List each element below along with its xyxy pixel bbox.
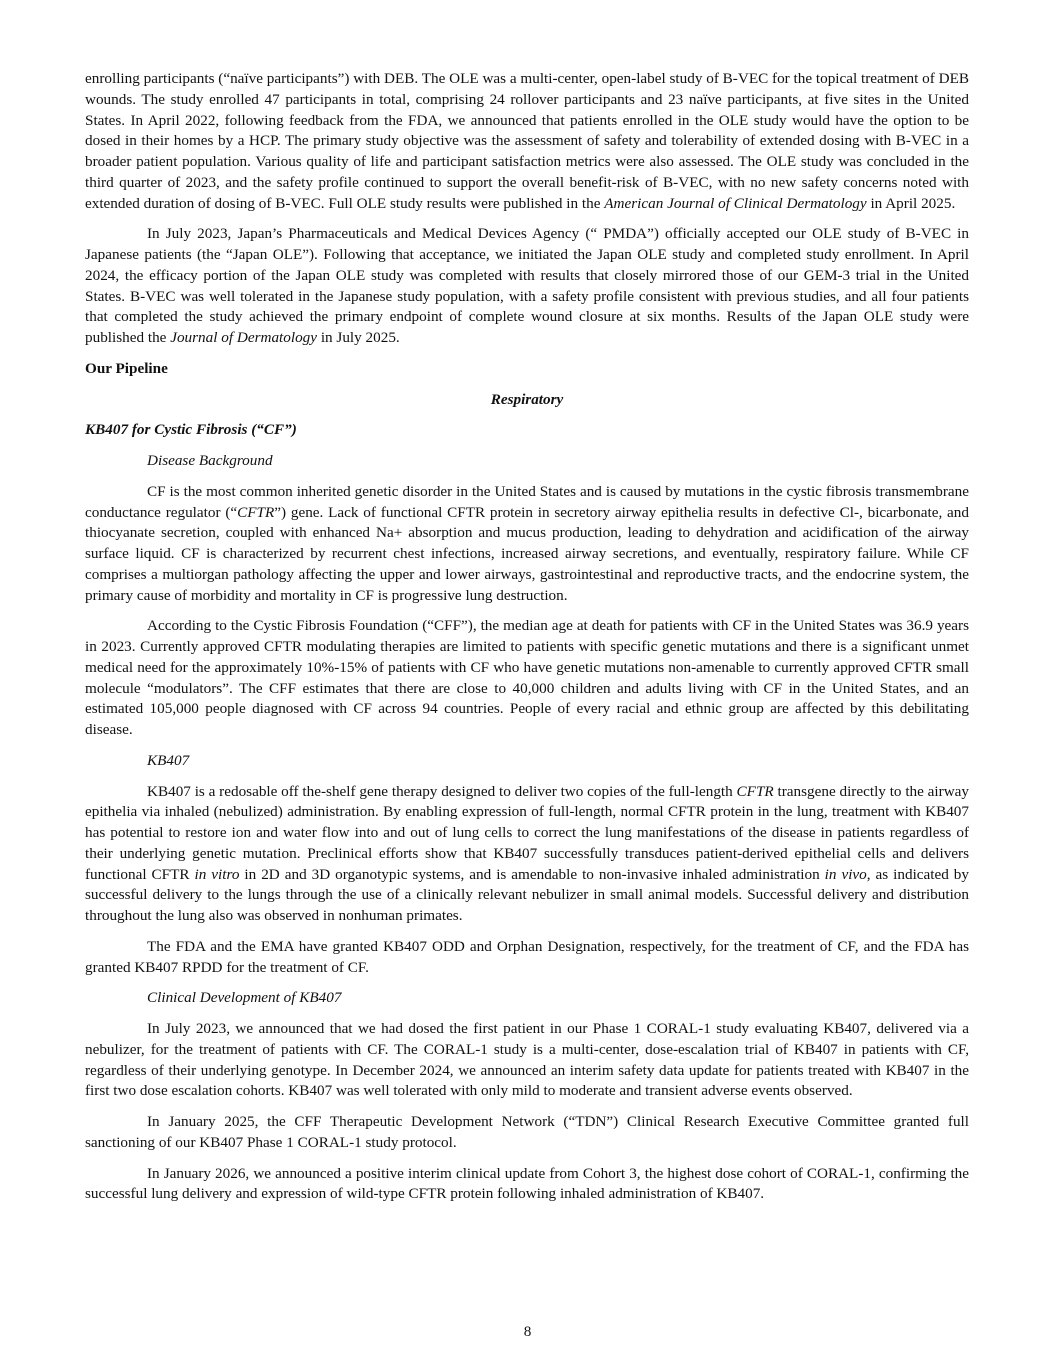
document-page	[85, 69, 969, 1215]
section-heading-respiratory: Respiratory	[490, 390, 564, 408]
paragraph-ole-study: enrolling participants (“naïve participants”) with DEB. The OLE was a multi-center, open-label study of B-VEC for the topical treatment of DEB wounds. The study enrolled 47 participants in total, comprising 24 rollover participants and 23 naïve participants, at five sites in the United States. In April 2022, following feedback from the FDA, we announced that patients enrolled in the OLE study would have the option to be dosed in their homes by a HCP. The primary study objective was the assessment of safety and tolerability of extended dosing with B-VEC in a broader patient population. Various quality of life and participant satisfaction metrics were also assessed. The OLE study was concluded in the third quarter of 2023, and the safety profile continued to support the overall benefit-risk of B-VEC, with no new safety concerns noted with extended duration of dosing of B-VEC. Full OLE study results were published in the American Journal of Clinical Dermatology in April 2025.	[85, 70, 969, 212]
paragraph-cohort-3: In January 2026, we announced a positive interim clinical update from Cohort 3, the highest dose cohort of CORAL-1, confirming the successful lung delivery and expression of wild-type CFTR protein following inhaled administration of KB407.	[85, 1164, 969, 1203]
paragraph-kb407-description: KB407 is a redosable off the-shelf gene therapy designed to deliver two copies of the full-length CFTR transgene directly to the airway epithelia via inhaled (nebulized) administration. By enabling expression of full-length, normal CFTR protein in the lung, treatment with KB407 has potential to restore ion and water flow into and out of lung cells to correct the lung manifestations of the disease in patients regardless of their underlying genetic mutation. Preclinical efforts show that KB407 successfully transduces patient-derived epithelial cells and delivers functional CFTR in vitro in 2D and 3D organotypic systems, and is amendable to non-invasive inhaled administration in vivo, as indicated by successful delivery to the lungs through the use of a clinically relevant nebulizer in small animal models. Successful delivery and distribution throughout the lung also was observed in nonhuman primates.	[85, 782, 970, 924]
paragraph-coral-1: In July 2023, we announced that we had dosed the first patient in our Phase 1 CORAL-1 study evaluating KB407, delivered via a nebulizer, for the treatment of patients with CF. The CORAL-1 study is a multi-center, dose-escalation trial of KB407 in patients with CF, regardless of their underlying genotype. In December 2024, we announced an interim safety data update for patients treated with KB407 in the first two dose escalation cohorts. KB407 was well tolerated with only mild to moderate and transient adverse events observed.	[85, 1020, 969, 1100]
paragraph-japan-ole: In July 2023, Japan’s Pharmaceuticals and Medical Devices Agency (“ PMDA”) officially accepted our OLE study of B-VEC in Japanese patients (the “Japan OLE”). Following that acceptance, we initiated the Japan OLE study and completed study enrollment. In April 2024, the efficacy portion of the Japan OLE study was completed with results that closely mirrored those of our GEM-3 trial in the United States. B-VEC was well tolerated in the Japanese study population, with a safety profile consistent with previous studies, and all four patients that completed the study achieved the primary endpoint of complete wound closure at six months. Results of the Japan OLE study were published the Journal of Dermatology in July 2025.	[85, 225, 969, 346]
subsection-heading-kb407-cf: KB407 for Cystic Fibrosis (“CF”)	[85, 421, 297, 439]
page-number: 8	[523, 1323, 532, 1340]
subheading-disease-background: Disease Background	[147, 452, 273, 469]
paragraph-cff-statistics: According to the Cystic Fibrosis Foundation (“CFF”), the median age at death for patients with CF in the United States was 36.9 years in 2023. Currently approved CFTR modulating therapies are limited to patients with specific genetic mutations and there is a significant unmet medical need for the approximately 10%-15% of patients with CF who have genetic mutations non-amenable to currently approved CFTR small molecule “modulators”. The CFF estimates that there are close to 40,000 children and adults living with CF in the United States, and an estimated 105,000 people diagnosed with CF across 94 countries. People of every racial and ethnic group are affected by this debilitating disease.	[85, 617, 969, 738]
subheading-kb407: KB407	[147, 751, 190, 769]
journal-name: American Journal of Clinical Dermatology	[604, 194, 867, 212]
section-heading-pipeline: Our Pipeline	[85, 359, 168, 377]
paragraph-designations: The FDA and the EMA have granted KB407 ODD and Orphan Designation, respectively, for the treatment of CF, and the FDA has granted KB407 RPDD for the treatment of CF.	[85, 937, 969, 976]
paragraph-cff-tdn: In January 2025, the CFF Therapeutic Development Network (“TDN”) Clinical Research Executive Committee granted full sanctioning of our KB407 Phase 1 CORAL-1 study protocol.	[85, 1113, 969, 1151]
subheading-clinical-development: Clinical Development of KB407	[147, 989, 342, 1007]
journal-name: Journal of Dermatology	[170, 329, 318, 346]
paragraph-cf-description: CF is the most common inherited genetic disorder in the United States and is caused by mutations in the cystic fibrosis transmembrane conductance regulator (“CFTR”) gene. Lack of functional CFTR protein in secretory airway epithelia results in defective Cl-, bicarbonate, and thiocyanate secretion, coupled with enhanced Na+ absorption and mucus production, leading to dehydration and acidification of the airway surface liquid. CF is characterized by recurrent chest infections, increased airway secretions, and eventually, respiratory failure. While CF comprises a multiorgan pathology affecting the upper and lower airways, gastrointestinal and reproductive tracts, and the endocrine system, the primary cause of morbidity and mortality in CF is progressive lung destruction.	[85, 482, 969, 604]
